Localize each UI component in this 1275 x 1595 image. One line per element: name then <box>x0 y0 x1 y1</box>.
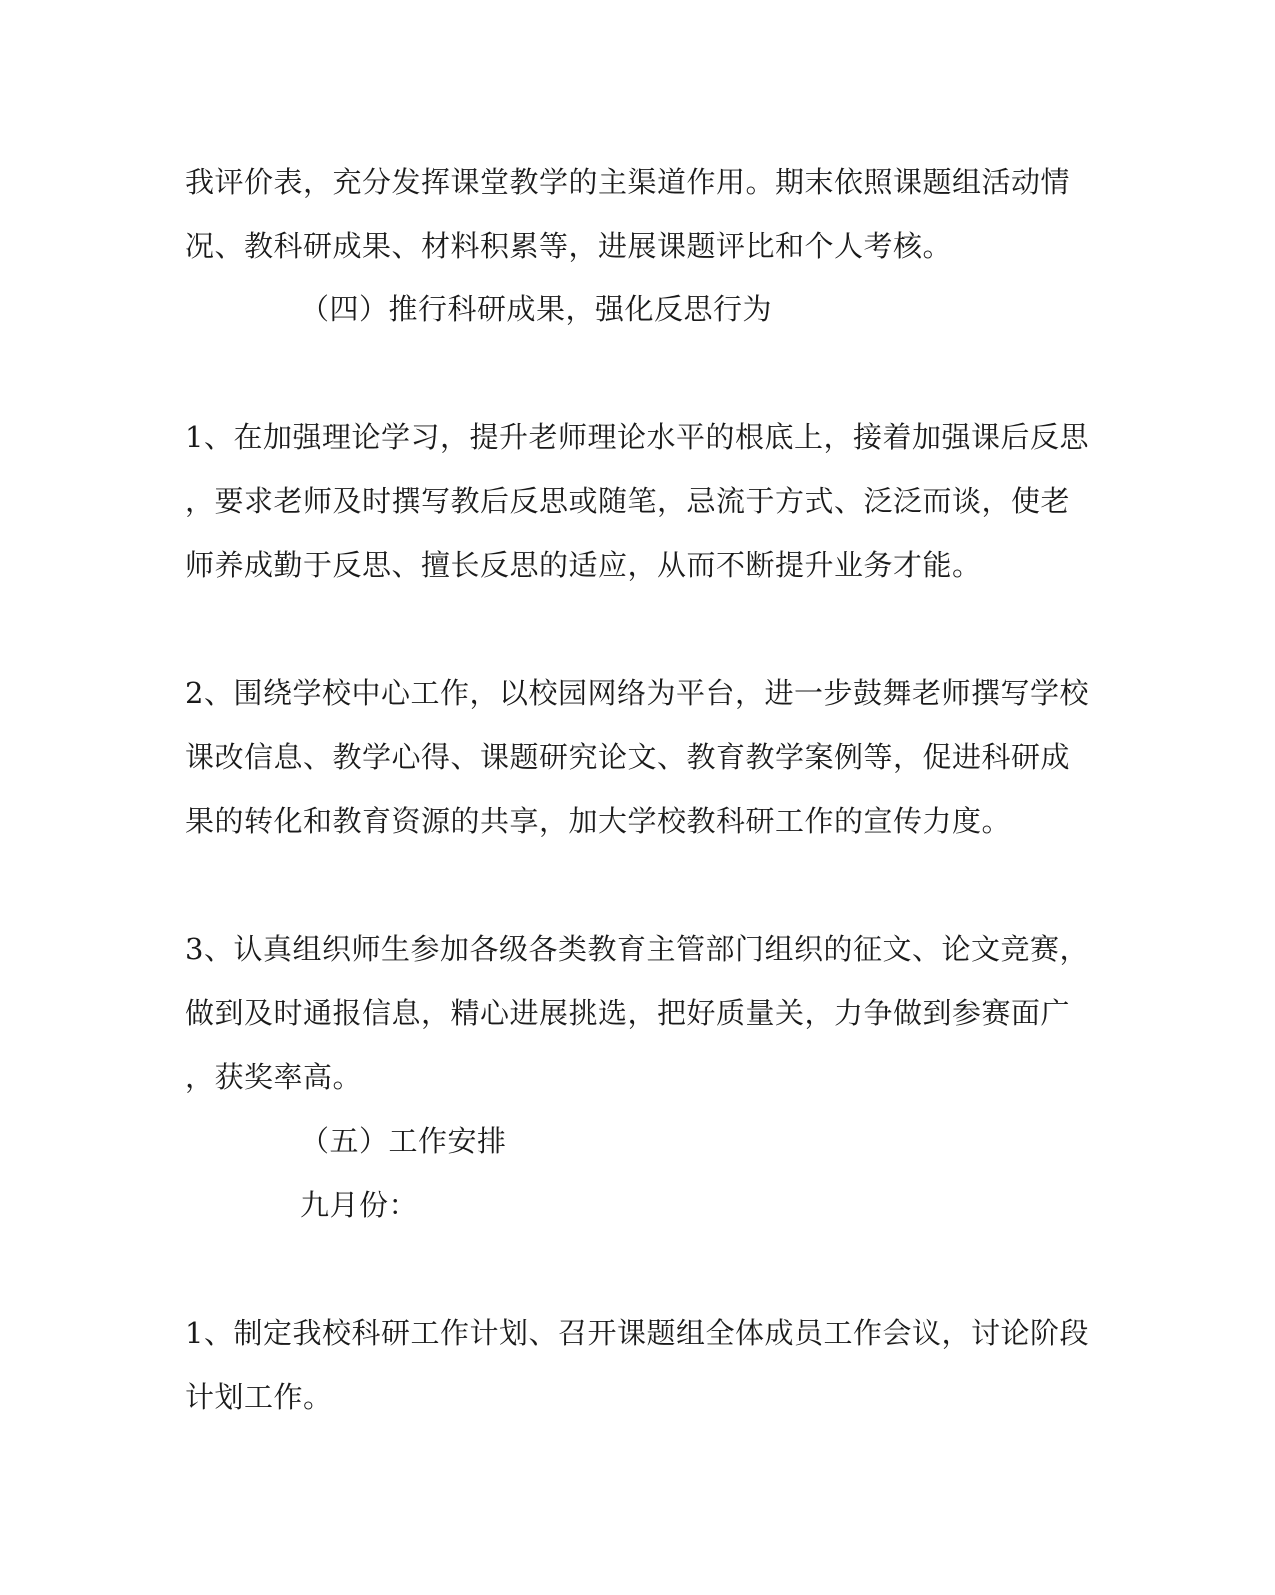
item-1-line: 师养成勤于反思、擅长反思的适应，从而不断提升业务才能。 <box>185 548 982 582</box>
sept-item-1-line: 计划工作。 <box>185 1380 333 1414</box>
month-label: 九月份： <box>300 1188 419 1222</box>
item-3-line: 3、认真组织师生参加各级各类教育主管部门组织的征文、论文竞赛， <box>185 932 1089 966</box>
section-heading-4: （四）推行科研成果，强化反思行为 <box>300 292 773 326</box>
item-1-line: 1、在加强理论学习，提升老师理论水平的根底上，接着加强课后反思 <box>185 420 1089 454</box>
paragraph-line: 况、教科研成果、材料积累等，进展课题评比和个人考核。 <box>185 229 953 263</box>
item-3-line: ，获奖率高。 <box>185 1060 363 1094</box>
item-2-line: 2、围绕学校中心工作，以校园网络为平台，进一步鼓舞老师撰写学校 <box>185 676 1089 710</box>
item-2-line: 课改信息、教学心得、课题研究论文、教育教学案例等，促进科研成 <box>185 740 1071 774</box>
item-1-line: ，要求老师及时撰写教后反思或随笔，忌流于方式、泛泛而谈，使老 <box>185 484 1071 518</box>
sept-item-1-line: 1、制定我校科研工作计划、召开课题组全体成员工作会议，讨论阶段 <box>185 1316 1089 1350</box>
section-heading-5: （五）工作安排 <box>300 1124 507 1158</box>
item-3-line: 做到及时通报信息，精心进展挑选，把好质量关，力争做到参赛面广 <box>185 996 1071 1030</box>
item-2-line: 果的转化和教育资源的共享，加大学校教科研工作的宣传力度。 <box>185 804 1012 838</box>
paragraph-line: 我评价表，充分发挥课堂教学的主渠道作用。期末依照课题组活动情 <box>185 165 1071 199</box>
